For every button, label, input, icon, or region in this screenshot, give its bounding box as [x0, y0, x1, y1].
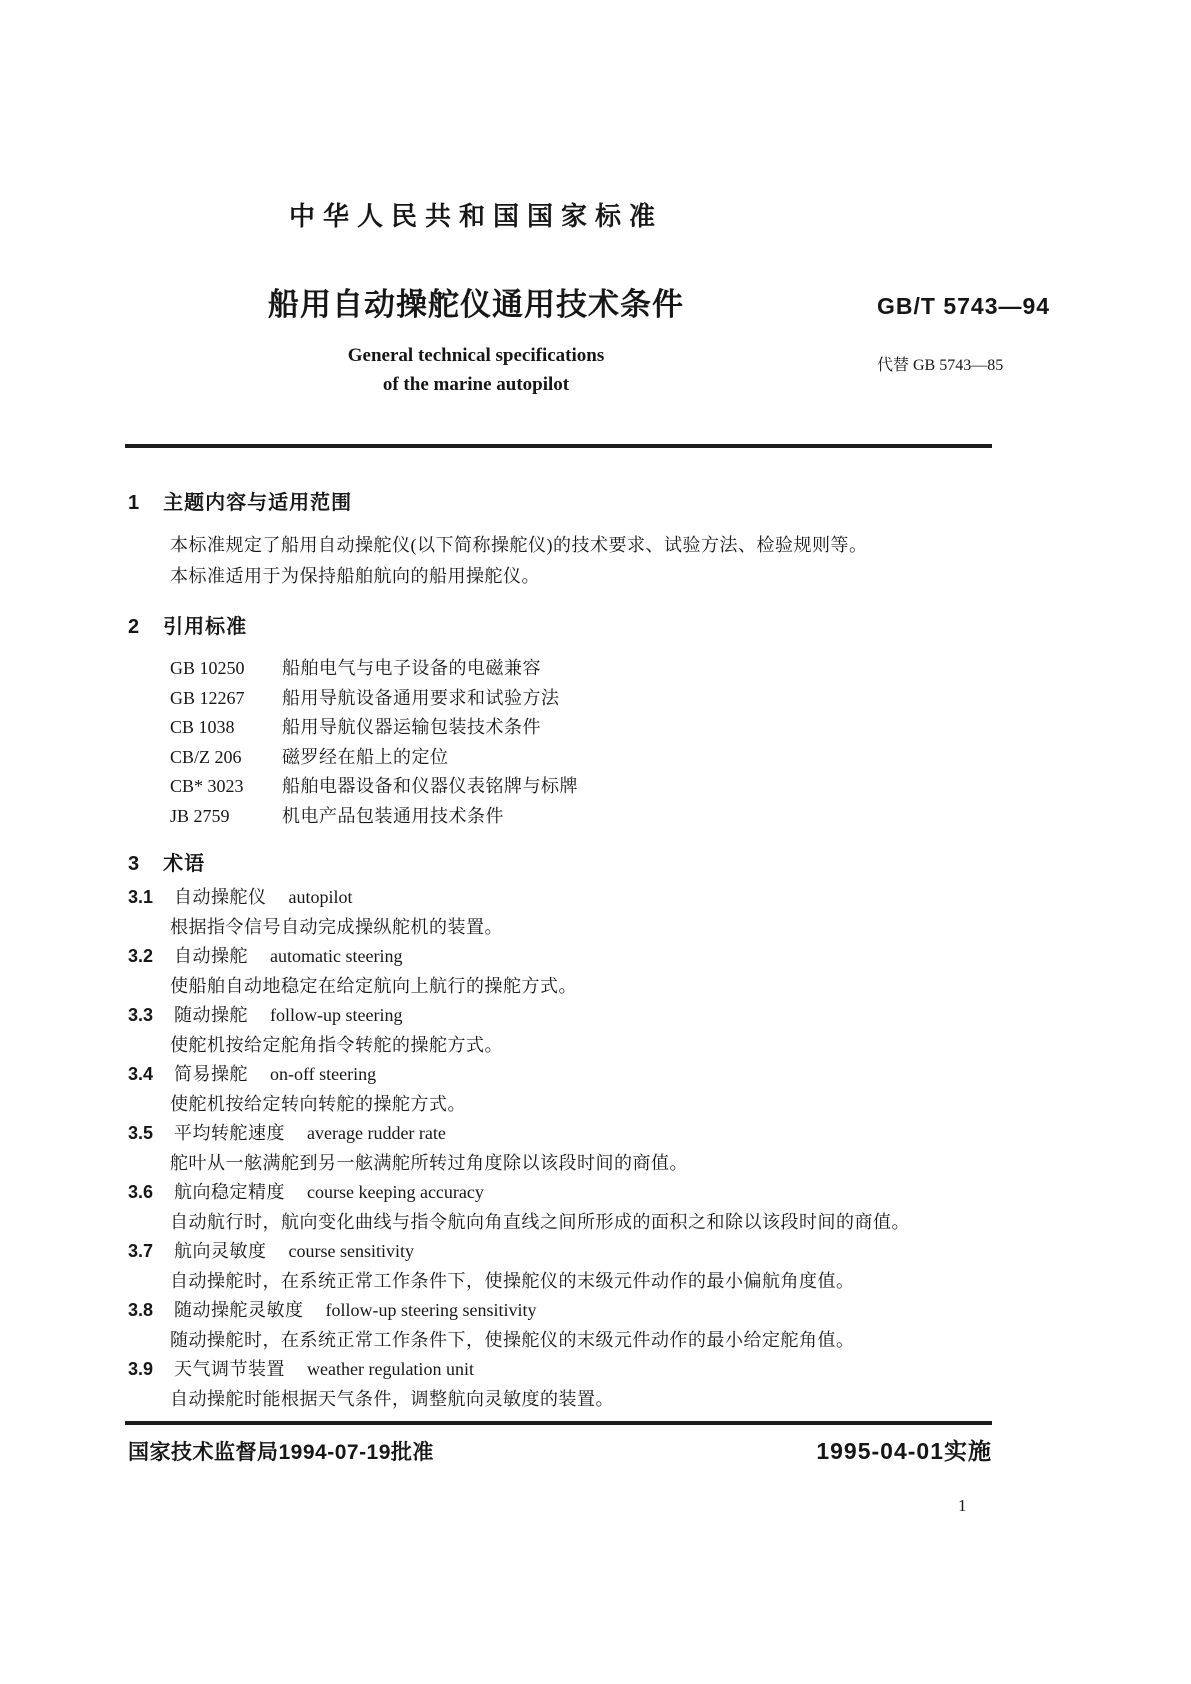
- term-heading: [128, 1237, 992, 1267]
- term-chinese: 随动操舵: [174, 1005, 248, 1025]
- term-english: average rudder rate: [307, 1123, 446, 1143]
- term-definition: 使舵机按给定转向转舵的操舵方式。: [170, 1093, 466, 1114]
- reference-code: CB/Z 206: [170, 746, 242, 767]
- reference-title: 磁罗经在船上的定位: [282, 746, 449, 767]
- reference-code: GB 12267: [170, 687, 245, 708]
- term-definition: 自动航行时，航向变化曲线与指令航向角直线之间所形成的面积之和除以该段时间的商值。: [170, 1211, 910, 1232]
- term-definition: 自动操舵时能根据天气条件，调整航向灵敏度的装置。: [170, 1388, 614, 1409]
- footer-divider: [125, 1421, 992, 1425]
- term-english: autopilot: [288, 887, 353, 907]
- reference-item: [128, 802, 992, 832]
- section-3-number: 3: [128, 853, 140, 875]
- implementation-note: 1995-04-01实施: [816, 1438, 992, 1464]
- term-list: [128, 883, 992, 1414]
- reference-code: JB 2759: [170, 805, 230, 826]
- section-2-title: 引用标准: [163, 616, 248, 638]
- reference-item: [128, 654, 992, 684]
- term-number: 3.4: [128, 1064, 154, 1084]
- term-item: [128, 1296, 992, 1355]
- term-item: [128, 1060, 992, 1119]
- reference-item: [128, 713, 992, 743]
- term-chinese: 自动操舵仪: [174, 887, 267, 907]
- reference-item: [128, 772, 992, 802]
- footer: [128, 1433, 992, 1466]
- section-1-heading: [128, 490, 992, 516]
- term-chinese: 平均转舵速度: [174, 1123, 285, 1143]
- paragraph: 本标准规定了船用自动操舵仪(以下简称操舵仪)的技术要求、试验方法、检验规则等。: [170, 535, 868, 555]
- reference-code: GB 10250: [170, 658, 245, 678]
- term-definition: 使舵机按给定舵角指令转舵的操舵方式。: [170, 1034, 503, 1055]
- reference-code: CB* 3023: [170, 776, 244, 796]
- reference-title: 船舶电器设备和仪器仪表铭牌与标牌: [282, 776, 578, 796]
- term-number: 3.3: [128, 1005, 154, 1025]
- term-number: 3.8: [128, 1300, 154, 1320]
- term-item: [128, 1001, 992, 1060]
- term-definition: 使船舶自动地稳定在给定航向上航行的操舵方式。: [170, 975, 577, 996]
- english-title: [128, 341, 824, 399]
- term-chinese: 航向稳定精度: [174, 1182, 285, 1202]
- term-item: [128, 1237, 992, 1296]
- term-number: 3.2: [128, 946, 154, 966]
- reference-item: [128, 743, 992, 773]
- term-item: [128, 883, 992, 942]
- term-heading: [128, 1001, 992, 1031]
- term-heading: [128, 1119, 992, 1149]
- document-body: [128, 478, 992, 1414]
- term-definition: 舵叶从一舷满舵到另一舷满舵所转过角度除以该段时间的商值。: [170, 1152, 688, 1173]
- header-divider: [125, 444, 992, 448]
- term-chinese: 简易操舵: [174, 1064, 248, 1084]
- section-2-number: 2: [128, 616, 140, 638]
- term-number: 3.6: [128, 1182, 154, 1202]
- section-2-heading: [128, 614, 992, 640]
- reference-list: [128, 654, 992, 831]
- term-item: [128, 1178, 992, 1237]
- page-number: 1: [958, 1496, 967, 1515]
- reference-title: 船用导航设备通用要求和试验方法: [282, 687, 560, 708]
- reference-title: 船用导航仪器运输包装技术条件: [282, 717, 541, 737]
- term-english: course keeping accuracy: [307, 1182, 484, 1202]
- term-heading: [128, 1178, 992, 1208]
- term-english: follow-up steering: [270, 1005, 403, 1025]
- term-english: course sensitivity: [288, 1241, 414, 1261]
- term-heading: [128, 1060, 992, 1090]
- term-heading: [128, 1355, 992, 1385]
- term-chinese: 随动操舵灵敏度: [174, 1300, 304, 1320]
- term-chinese: 天气调节装置: [174, 1359, 285, 1379]
- term-definition: 随动操舵时，在系统正常工作条件下，使操舵仪的末级元件动作的最小给定舵角值。: [170, 1329, 855, 1350]
- reference-item: [128, 684, 992, 714]
- section-3-title: 术语: [163, 853, 206, 875]
- term-number: 3.1: [128, 887, 154, 907]
- term-heading: [128, 883, 992, 913]
- reference-code: CB 1038: [170, 717, 235, 737]
- term-chinese: 自动操舵: [174, 946, 248, 966]
- section-3-heading: [128, 851, 992, 877]
- section-1-number: 1: [128, 492, 140, 514]
- document-title: 船用自动操舵仪通用技术条件: [268, 287, 684, 322]
- term-item: [128, 942, 992, 1001]
- paragraph: 本标准适用于为保持船舶航向的船用操舵仪。: [170, 566, 540, 586]
- term-chinese: 航向灵敏度: [174, 1241, 267, 1261]
- replaces-note: 代替 GB 5743—85: [877, 357, 1004, 374]
- term-number: 3.9: [128, 1359, 154, 1379]
- term-heading: [128, 942, 992, 972]
- english-title-line1: General technical specifications: [347, 345, 605, 366]
- section-1-title: 主题内容与适用范围: [163, 492, 353, 514]
- term-english: weather regulation unit: [307, 1359, 474, 1379]
- approval-note: 国家技术监督局1994-07-19批准: [128, 1441, 434, 1464]
- term-number: 3.5: [128, 1123, 154, 1143]
- reference-title: 机电产品包装通用技术条件: [282, 805, 504, 826]
- english-title-line2: of the marine autopilot: [382, 374, 570, 395]
- term-number: 3.7: [128, 1241, 154, 1261]
- standard-code: GB/T 5743—94: [877, 293, 1051, 319]
- term-item: [128, 1355, 992, 1414]
- term-heading: [128, 1296, 992, 1326]
- term-definition: 自动操舵时，在系统正常工作条件下，使操舵仪的末级元件动作的最小偏航角度值。: [170, 1270, 855, 1291]
- term-english: on-off steering: [270, 1064, 377, 1084]
- term-english: automatic steering: [270, 946, 403, 966]
- term-english: follow-up steering sensitivity: [325, 1300, 537, 1320]
- term-definition: 根据指令信号自动完成操纵舵机的装置。: [170, 916, 503, 937]
- standard-label: 中华人民共和国国家标准: [288, 201, 663, 231]
- reference-title: 船舶电气与电子设备的电磁兼容: [282, 658, 541, 678]
- term-item: [128, 1119, 992, 1178]
